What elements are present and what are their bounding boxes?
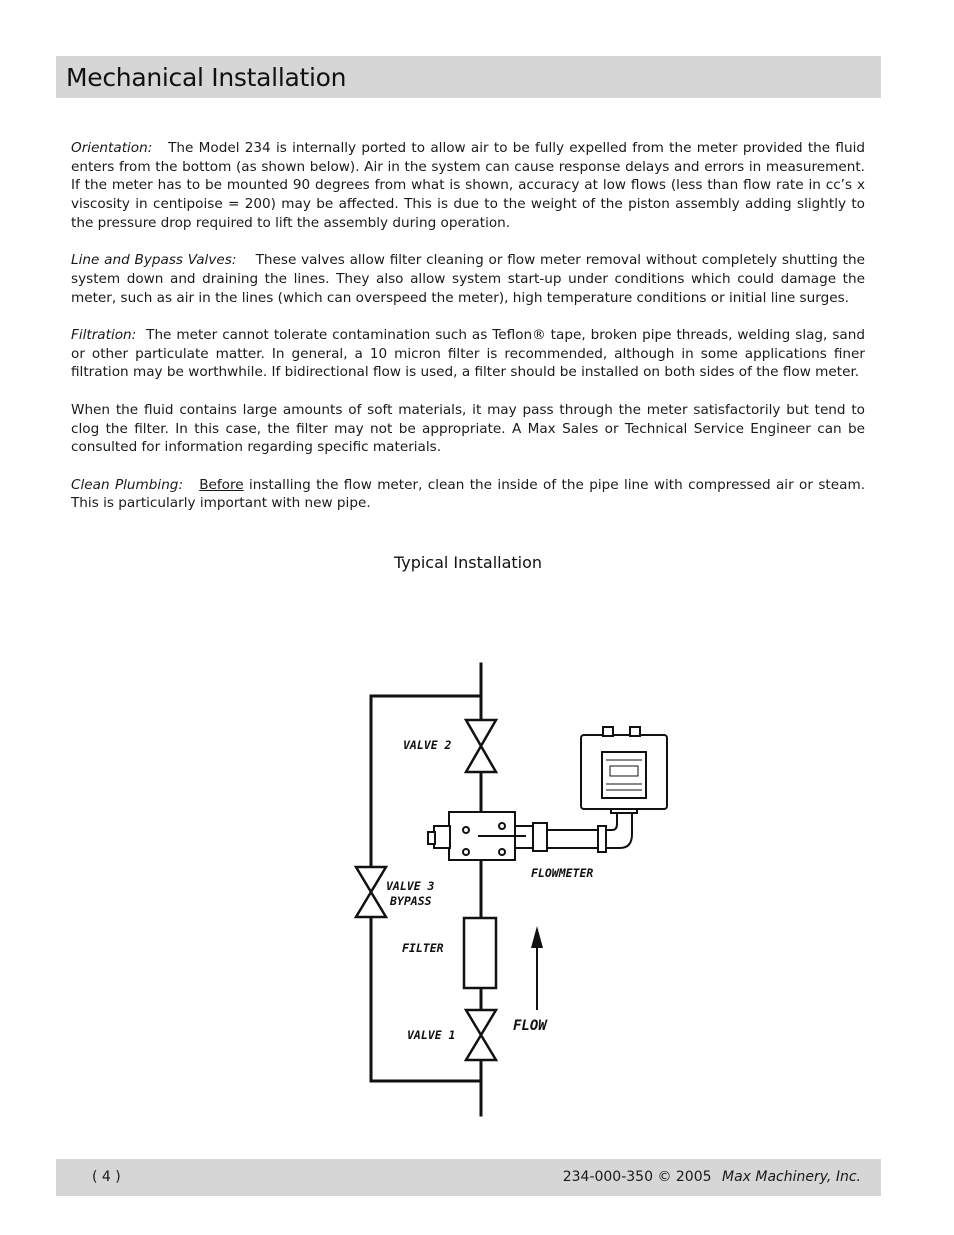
label-valve-2: VALVE 2 xyxy=(403,738,452,752)
label-bypass: BYPASS xyxy=(390,894,432,908)
page-number: ( 4 ) xyxy=(92,1169,121,1185)
label-valve-1: VALVE 1 xyxy=(407,1028,456,1042)
section-lead: Clean Plumbing: xyxy=(71,476,184,493)
flowmeter-symbol xyxy=(428,727,667,860)
label-filter: FILTER xyxy=(402,941,444,955)
valve-3-symbol xyxy=(356,867,386,917)
valve-1-symbol xyxy=(466,1010,496,1060)
label-flowmeter: FLOWMETER xyxy=(531,866,594,880)
label-valve-3: VALVE 3 xyxy=(386,879,435,893)
flow-arrow xyxy=(531,926,543,1010)
footer-bar xyxy=(56,1159,881,1196)
section-text: These valves allow filter cleaning or flow meter removal without completely shutting the system down and draining the lines. They also allow system start-up under conditions which could damage the meter, such as air in the lines (which can overspeed the meter), high temperature conditions or initial line surges. xyxy=(71,252,865,306)
section-lead: Orientation: xyxy=(71,140,153,156)
underlined-word: Before xyxy=(199,476,244,493)
page-title: Mechanical Installation xyxy=(66,63,347,92)
section-text: The Model 234 is internally ported to allow air to be fully expelled from the meter provided the fluid enters from the bottom (as shown below). Air in the system can cause response delays and errors in measurement. If the meter has to be mounted 90 degrees from what is shown, accuracy at low flows (less than flow rate in cc’s x viscosity in centipoise = 200) may be affected. This is due to the weight of the piston assembly adding slightly to the pressure drop required to lift the assembly during operation. xyxy=(71,140,865,231)
footer-copyright xyxy=(563,1169,861,1185)
filter-symbol xyxy=(464,918,496,988)
label-flow: FLOW xyxy=(513,1018,547,1034)
section-text: installing the flow meter, clean the inside of the pipe line with compressed air or steam. This is particularly important with new pipe. xyxy=(71,476,866,512)
valve-2-symbol xyxy=(466,720,496,772)
section-text: When the fluid contains large amounts of soft materials, it may pass through the meter satisfactorily but tend to clog the filter. In this case, the filter may not be appropriate. A Max Sales or Technical Service Engineer can be consulted for information regarding specific materials. xyxy=(71,401,865,456)
doc-code: 234-000-350 © 2005 xyxy=(562,1169,712,1185)
section-text: The meter cannot tolerate contamination such as Teflon® tape, broken pipe threads, welding slag, sand or other particulate matter. In general, a 10 micron filter is recommended, although in some applications finer filtration may be worthwhile. If bidirectional flow is used, a filter should be installed on both sides of the flow meter. xyxy=(71,327,865,381)
company-name: Max Machinery, Inc. xyxy=(721,1169,861,1185)
figure-title: Typical Installation xyxy=(393,553,543,572)
section-lead: Line and Bypass Valves: xyxy=(71,252,237,269)
section-lead: Filtration: xyxy=(71,327,137,343)
